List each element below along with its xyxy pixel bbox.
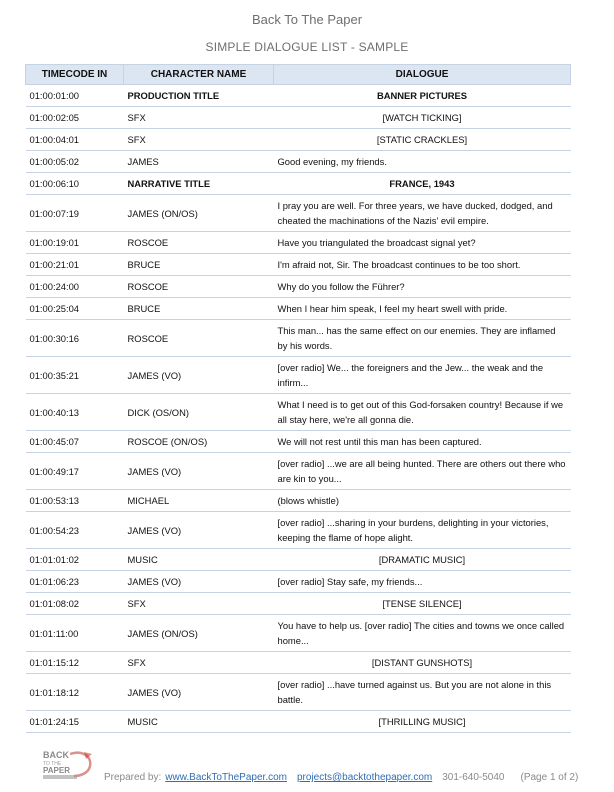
character-cell: PRODUCTION TITLE (124, 85, 274, 107)
character-cell: JAMES (VO) (124, 512, 274, 549)
character-cell: DICK (OS/ON) (124, 394, 274, 431)
company-logo (40, 748, 96, 782)
character-cell: SFX (124, 652, 274, 674)
character-cell: JAMES (ON/OS) (124, 195, 274, 232)
dialogue-cell: I'm afraid not, Sir. The broadcast continues to be too short. (274, 254, 571, 276)
timecode-cell: 01:00:19:01 (26, 232, 124, 254)
character-cell: SFX (124, 129, 274, 151)
character-cell: SFX (124, 593, 274, 615)
table-row (26, 276, 571, 298)
website-link[interactable]: www.BackToThePaper.com (165, 772, 287, 783)
table-row (26, 85, 571, 107)
timecode-cell: 01:00:05:02 (26, 151, 124, 173)
table-header-row (26, 65, 571, 85)
timecode-cell: 01:00:40:13 (26, 394, 124, 431)
character-cell: ROSCOE (ON/OS) (124, 431, 274, 453)
table-row (26, 711, 571, 733)
timecode-cell: 01:00:35:21 (26, 357, 124, 394)
dialogue-cell: Have you triangulated the broadcast signal yet? (274, 232, 571, 254)
character-cell: NARRATIVE TITLE (124, 173, 274, 195)
table-row (26, 571, 571, 593)
table-row (26, 357, 571, 394)
timecode-cell: 01:01:06:23 (26, 571, 124, 593)
column-header-timecode: TIMECODE IN (26, 65, 124, 85)
character-cell: JAMES (VO) (124, 571, 274, 593)
table-row (26, 173, 571, 195)
character-cell: ROSCOE (124, 276, 274, 298)
timecode-cell: 01:00:02:05 (26, 107, 124, 129)
dialogue-cell: This man... has the same effect on our enemies. They are inflamed by his words. (274, 320, 571, 357)
table-row (26, 549, 571, 571)
dialogue-cell: [over radio] We... the foreigners and the Jew... the weak and the infirm... (274, 357, 571, 394)
email-link[interactable]: projects@backtothepaper.com (296, 772, 433, 783)
table-row (26, 615, 571, 652)
table-row (26, 674, 571, 711)
table-row (26, 195, 571, 232)
character-cell: ROSCOE (124, 232, 274, 254)
character-cell: MUSIC (124, 711, 274, 733)
column-header-dialogue: DIALOGUE (274, 65, 571, 85)
character-cell: JAMES (ON/OS) (124, 615, 274, 652)
table-row (26, 151, 571, 173)
dialogue-cell: When I hear him speak, I feel my heart swell with pride. (274, 298, 571, 320)
timecode-cell: 01:01:24:15 (26, 711, 124, 733)
timecode-cell: 01:00:24:00 (26, 276, 124, 298)
table-row (26, 394, 571, 431)
timecode-cell: 01:00:49:17 (26, 453, 124, 490)
timecode-cell: 01:01:18:12 (26, 674, 124, 711)
dialogue-cell: [over radio] Stay safe, my friends... (274, 571, 571, 593)
table-row (26, 431, 571, 453)
table-row (26, 512, 571, 549)
dialogue-table (25, 64, 571, 733)
dialogue-cell: BANNER PICTURES (274, 85, 571, 107)
table-row (26, 254, 571, 276)
dialogue-cell: We will not rest until this man has been captured. (274, 431, 571, 453)
table-row (26, 232, 571, 254)
character-cell: MUSIC (124, 549, 274, 571)
dialogue-cell: [over radio] ...sharing in your burdens, delighting in your victories, keeping the flame of hope alight. (274, 512, 571, 549)
character-cell: JAMES (VO) (124, 453, 274, 490)
page-footer (0, 744, 614, 784)
table-row (26, 593, 571, 615)
character-cell: BRUCE (124, 254, 274, 276)
timecode-cell: 01:00:25:04 (26, 298, 124, 320)
character-cell: JAMES (124, 151, 274, 173)
character-cell: JAMES (VO) (124, 357, 274, 394)
table-row (26, 129, 571, 151)
dialogue-cell: [over radio] ...have turned against us. But you are not alone in this battle. (274, 674, 571, 711)
phone-number: 301-640-5040 (442, 772, 505, 783)
dialogue-cell: Why do you follow the Führer? (274, 276, 571, 298)
timecode-cell: 01:01:01:02 (26, 549, 124, 571)
dialogue-cell: [STATIC CRACKLES] (274, 129, 571, 151)
table-row (26, 490, 571, 512)
timecode-cell: 01:00:30:16 (26, 320, 124, 357)
timecode-cell: 01:00:45:07 (26, 431, 124, 453)
character-cell: ROSCOE (124, 320, 274, 357)
timecode-cell: 01:00:01:00 (26, 85, 124, 107)
column-header-character: CHARACTER NAME (124, 65, 274, 85)
footer-contact (104, 772, 588, 783)
timecode-cell: 01:00:54:23 (26, 512, 124, 549)
dialogue-cell: [over radio] ...we are all being hunted. There are others out there who are kin to you... (274, 453, 571, 490)
character-cell: BRUCE (124, 298, 274, 320)
dialogue-cell: [DISTANT GUNSHOTS] (274, 652, 571, 674)
document-title: SIMPLE DIALOGUE LIST - SAMPLE (205, 40, 409, 54)
timecode-cell: 01:00:07:19 (26, 195, 124, 232)
dialogue-cell: Good evening, my friends. (274, 151, 571, 173)
table-row (26, 453, 571, 490)
character-cell: JAMES (VO) (124, 674, 274, 711)
logo-text-line-2: TO THE (43, 761, 62, 767)
timecode-cell: 01:01:11:00 (26, 615, 124, 652)
timecode-cell: 01:00:04:01 (26, 129, 124, 151)
company-name: Back To The Paper (251, 12, 363, 27)
timecode-cell: 01:01:15:12 (26, 652, 124, 674)
dialogue-cell: (blows whistle) (274, 490, 571, 512)
table-row (26, 320, 571, 357)
logo-text-line-1: BACK (43, 750, 69, 760)
dialogue-cell: What I need is to get out of this God-forsaken country! Because if we all stay here, we're all gonna die. (274, 394, 571, 431)
timecode-cell: 01:01:08:02 (26, 593, 124, 615)
prepared-by-label: Prepared by: (104, 772, 162, 783)
logo-text-line-3: PAPER (43, 766, 70, 775)
dialogue-cell: [WATCH TICKING] (274, 107, 571, 129)
timecode-cell: 01:00:21:01 (26, 254, 124, 276)
table-row (26, 652, 571, 674)
dialogue-cell: You have to help us. [over radio] The cities and towns we once called home... (274, 615, 571, 652)
dialogue-cell: [TENSE SILENCE] (274, 593, 571, 615)
character-cell: MICHAEL (124, 490, 274, 512)
dialogue-cell: I pray you are well. For three years, we have ducked, dodged, and cheated the machinations of the Nazis' evil empire. (274, 195, 571, 232)
timecode-cell: 01:00:06:10 (26, 173, 124, 195)
character-cell: SFX (124, 107, 274, 129)
dialogue-cell: [THRILLING MUSIC] (274, 711, 571, 733)
dialogue-cell: [DRAMATIC MUSIC] (274, 549, 571, 571)
timecode-cell: 01:00:53:13 (26, 490, 124, 512)
page-indicator: (Page 1 of 2) (520, 772, 579, 783)
table-row (26, 298, 571, 320)
table-row (26, 107, 571, 129)
dialogue-cell: FRANCE, 1943 (274, 173, 571, 195)
